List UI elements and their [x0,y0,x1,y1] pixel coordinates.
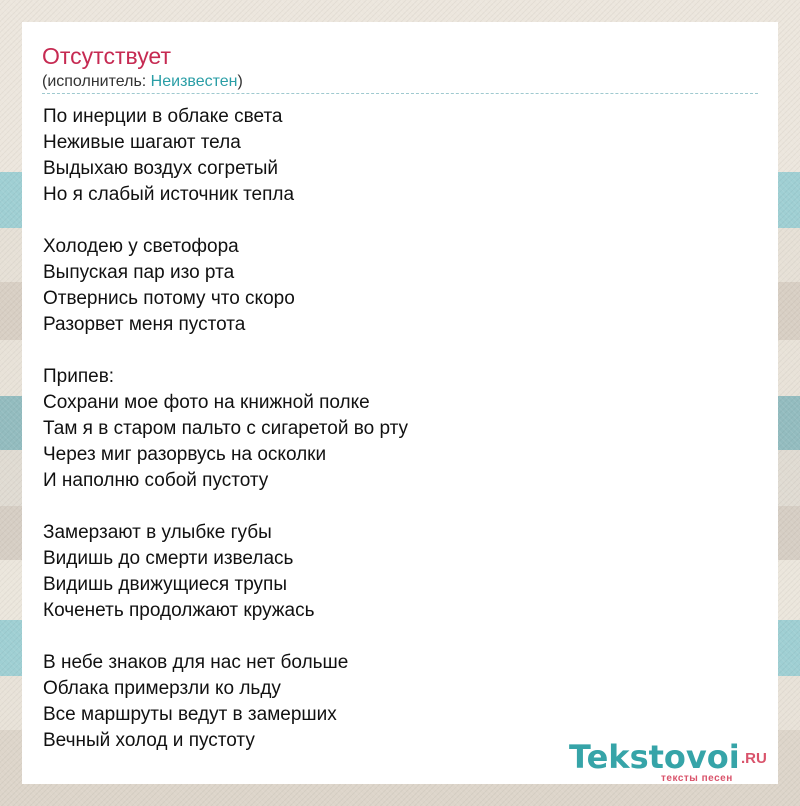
lyric-line: Неживые шагают тела [43,132,241,153]
performer-suffix: ) [237,73,243,90]
lyric-line: Видишь движущиеся трупы [43,574,288,595]
chorus-label: Припев: [43,366,115,387]
lyric-line: Сохрани мое фото на книжной полке [43,392,370,413]
logo-tagline: тексты песен [661,773,733,784]
lyric-line: Но я слабый источник тепла [43,184,295,205]
lyric-line: Облака примерзли ко льду [43,678,281,699]
lyric-line: И наполню собой пустоту [43,470,269,491]
stanza [43,104,408,208]
lyric-line: По инерции в облаке света [43,106,283,127]
lyric-line: Коченеть продолжают кружась [43,600,315,621]
lyric-line: Там я в старом пальто с сигаретой во рту [43,418,409,439]
stanza-chorus [43,364,408,494]
lyric-line: Через миг разорвусь на осколки [43,444,327,465]
stanza [43,520,408,624]
lyric-line: В небе знаков для нас нет больше [43,652,349,673]
logo-tld: .RU [741,750,767,767]
lyric-line: Холодею у светофора [43,236,239,257]
logo-name: Tekstovoi [569,738,740,776]
lyric-line: Вечный холод и пустоту [43,730,255,751]
stanza [43,234,408,338]
lyric-line: Замерзают в улыбке губы [43,522,272,543]
site-logo[interactable] [569,738,779,788]
lyric-line: Выпуская пар изо рта [43,262,235,283]
performer-line [42,73,243,91]
title-divider [42,93,758,94]
lyrics-card [22,22,778,784]
lyric-line: Разорвет меня пустота [43,314,246,335]
stanza [43,650,408,754]
performer-link[interactable]: Неизвестен [150,73,238,90]
lyric-line: Выдыхаю воздух согретый [43,158,279,179]
song-title: Отсутствует [42,43,171,69]
performer-prefix: (исполнитель: [42,73,151,90]
lyric-line: Видишь до смерти извелась [43,548,294,569]
lyric-line: Отвернись потому что скоро [43,288,295,309]
lyrics-text [43,104,408,780]
lyric-line: Все маршруты ведут в замерших [43,704,337,725]
